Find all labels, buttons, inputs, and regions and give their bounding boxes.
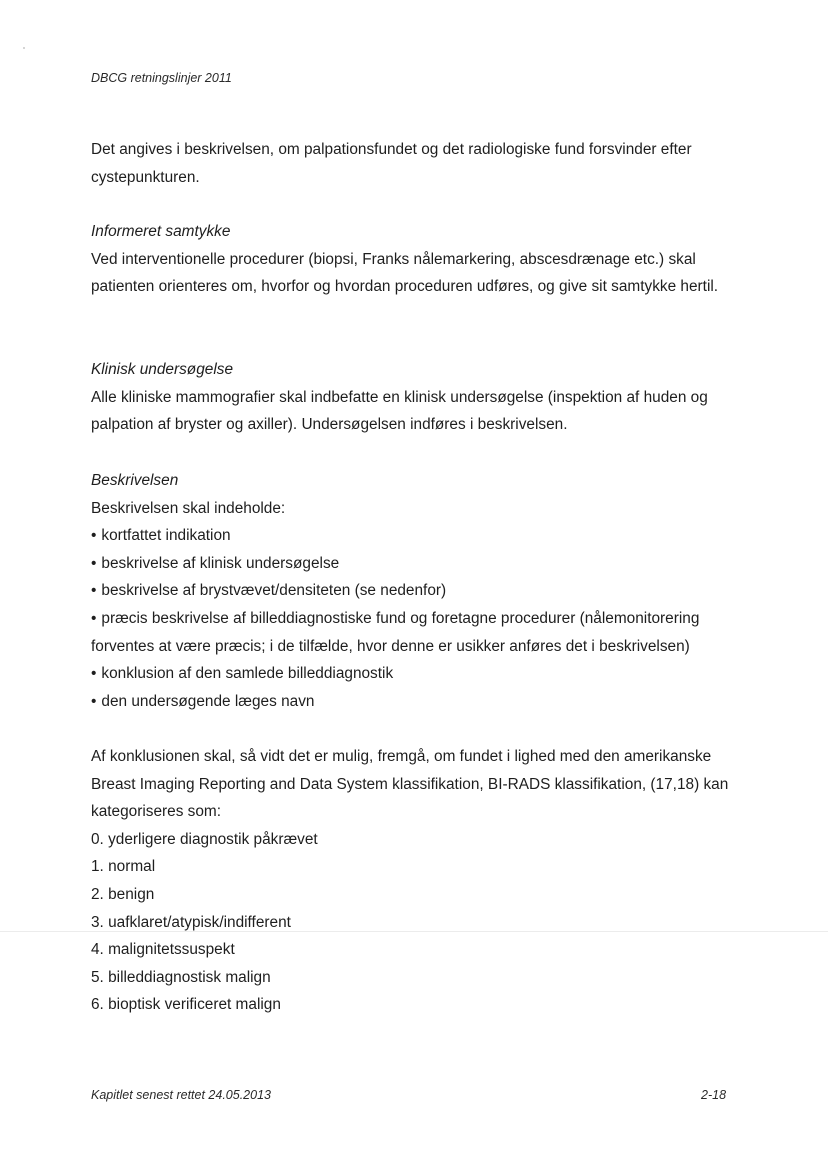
section-informeret-samtykke — [91, 218, 741, 301]
section-title-beskrivelsen: Beskrivelsen — [91, 472, 179, 489]
scan-artifact-line — [0, 931, 828, 932]
intro-paragraph — [91, 136, 741, 191]
section-title-klinisk: Klinisk undersøgelse — [91, 361, 234, 378]
category-item: 6. bioptisk verificeret malign — [91, 996, 281, 1014]
footer-page-number: 2-18 — [701, 1088, 727, 1102]
list-item: • præcis beskrivelse af billeddiagnostiske fund og foretagne procedurer (nålemonitorering forventes at være præcis; i de tilfælde, hvor denne er usikker anføres det i beskrivelsen) — [91, 605, 741, 660]
list-item: • beskrivelse af klinisk undersøgelse — [91, 550, 741, 578]
category-item: 5. billeddiagnostisk malign — [91, 968, 271, 986]
section-beskrivelsen — [91, 467, 741, 715]
section-text-klinisk: Alle kliniske mammografier skal indbefatte en klinisk undersøgelse (inspektion af huden og palpation af bryster og axiller). Undersøgelsen indføres i beskrivelsen. — [91, 388, 708, 434]
category-item: 4. malignitetssuspekt — [91, 941, 235, 959]
birads-category-list — [91, 826, 741, 1019]
category-item: 0. yderligere diagnostik påkrævet — [91, 830, 318, 848]
intro-text: Det angives i beskrivelsen, om palpationsfundet og det radiologiske fund forsvinder efter cystepunkturen. — [91, 141, 692, 186]
beskrivelsen-bullet-list — [91, 522, 741, 715]
section-title-informeret: Informeret samtykke — [91, 223, 231, 240]
conclusion-paragraph — [91, 743, 741, 1019]
list-item: • den undersøgende læges navn — [91, 688, 741, 716]
conclusion-text: Af konklusionen skal, så vidt det er mulig, fremgå, om fundet i lighed med den amerikanske Breast Imaging Reporting and Data System klassifikation, BI-RADS klassifikation, (17,18) kan kategoriseres som: — [91, 748, 729, 821]
list-item: • konklusion af den samlede billeddiagnostik — [91, 660, 741, 688]
category-item: 1. normal — [91, 858, 156, 876]
section-text-informeret: Ved interventionelle procedurer (biopsi, Franks nålemarkering, abscesdrænage etc.) skal patienten orienteres om, hvorfor og hvordan proceduren udføres, og give sit samtykke hertil. — [91, 250, 719, 296]
running-header: DBCG retningslinjer 2011 — [91, 71, 232, 85]
category-item: 3. uafklaret/atypisk/indifferent — [91, 913, 291, 931]
section-klinisk-undersoegelse — [91, 356, 741, 439]
section-intro-beskrivelsen: Beskrivelsen skal indeholde: — [91, 499, 286, 517]
scan-speck — [23, 47, 25, 49]
list-item: • kortfattet indikation — [91, 522, 741, 550]
footer-revision-date: Kapitlet senest rettet 24.05.2013 — [91, 1088, 271, 1102]
list-item: • beskrivelse af brystvævet/densiteten (se nedenfor) — [91, 577, 741, 605]
category-item: 2. benign — [91, 885, 155, 903]
